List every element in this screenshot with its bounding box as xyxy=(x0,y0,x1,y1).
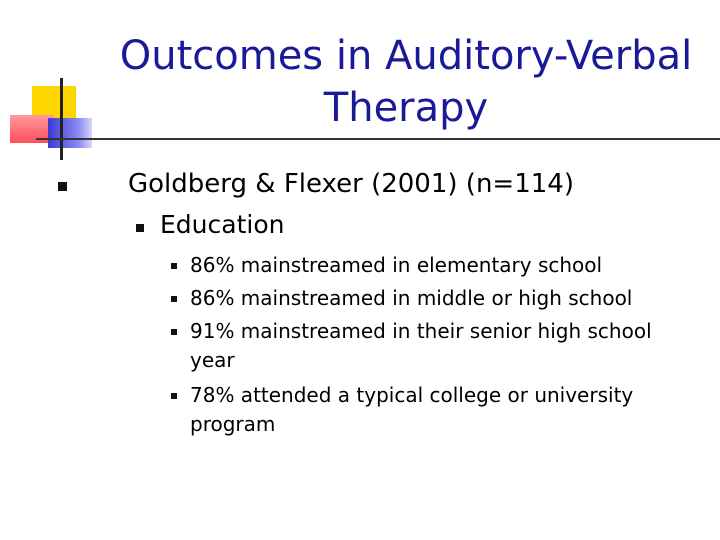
list-item-continuation: year xyxy=(190,348,235,372)
title-divider-line xyxy=(36,138,720,140)
list-item: 86% mainstreamed in middle or high school xyxy=(190,286,633,310)
level3-bullet-icon xyxy=(171,329,177,335)
list-item-continuation: program xyxy=(190,412,276,436)
list-item: 78% attended a typical college or university xyxy=(190,383,634,407)
level2-bullet-icon xyxy=(136,224,144,232)
slide-title-line-2: Therapy xyxy=(323,85,489,131)
slide-logo-decoration xyxy=(0,0,100,165)
slide-title-line-1: Outcomes in Auditory-Verbal xyxy=(119,33,693,79)
list-item: 91% mainstreamed in their senior high school xyxy=(190,319,652,343)
slide-title xyxy=(106,30,706,134)
list-item: 86% mainstreamed in elementary school xyxy=(190,253,603,277)
level1-text: Goldberg & Flexer (2001) (n=114) xyxy=(128,169,574,199)
level3-bullet-icon xyxy=(171,263,177,269)
level2-text: Education xyxy=(160,210,285,239)
logo-blue-square xyxy=(48,118,92,148)
level3-bullet-icon xyxy=(171,393,177,399)
level3-bullet-icon xyxy=(171,296,177,302)
logo-vertical-line xyxy=(60,78,63,160)
level1-bullet-icon xyxy=(58,182,67,191)
